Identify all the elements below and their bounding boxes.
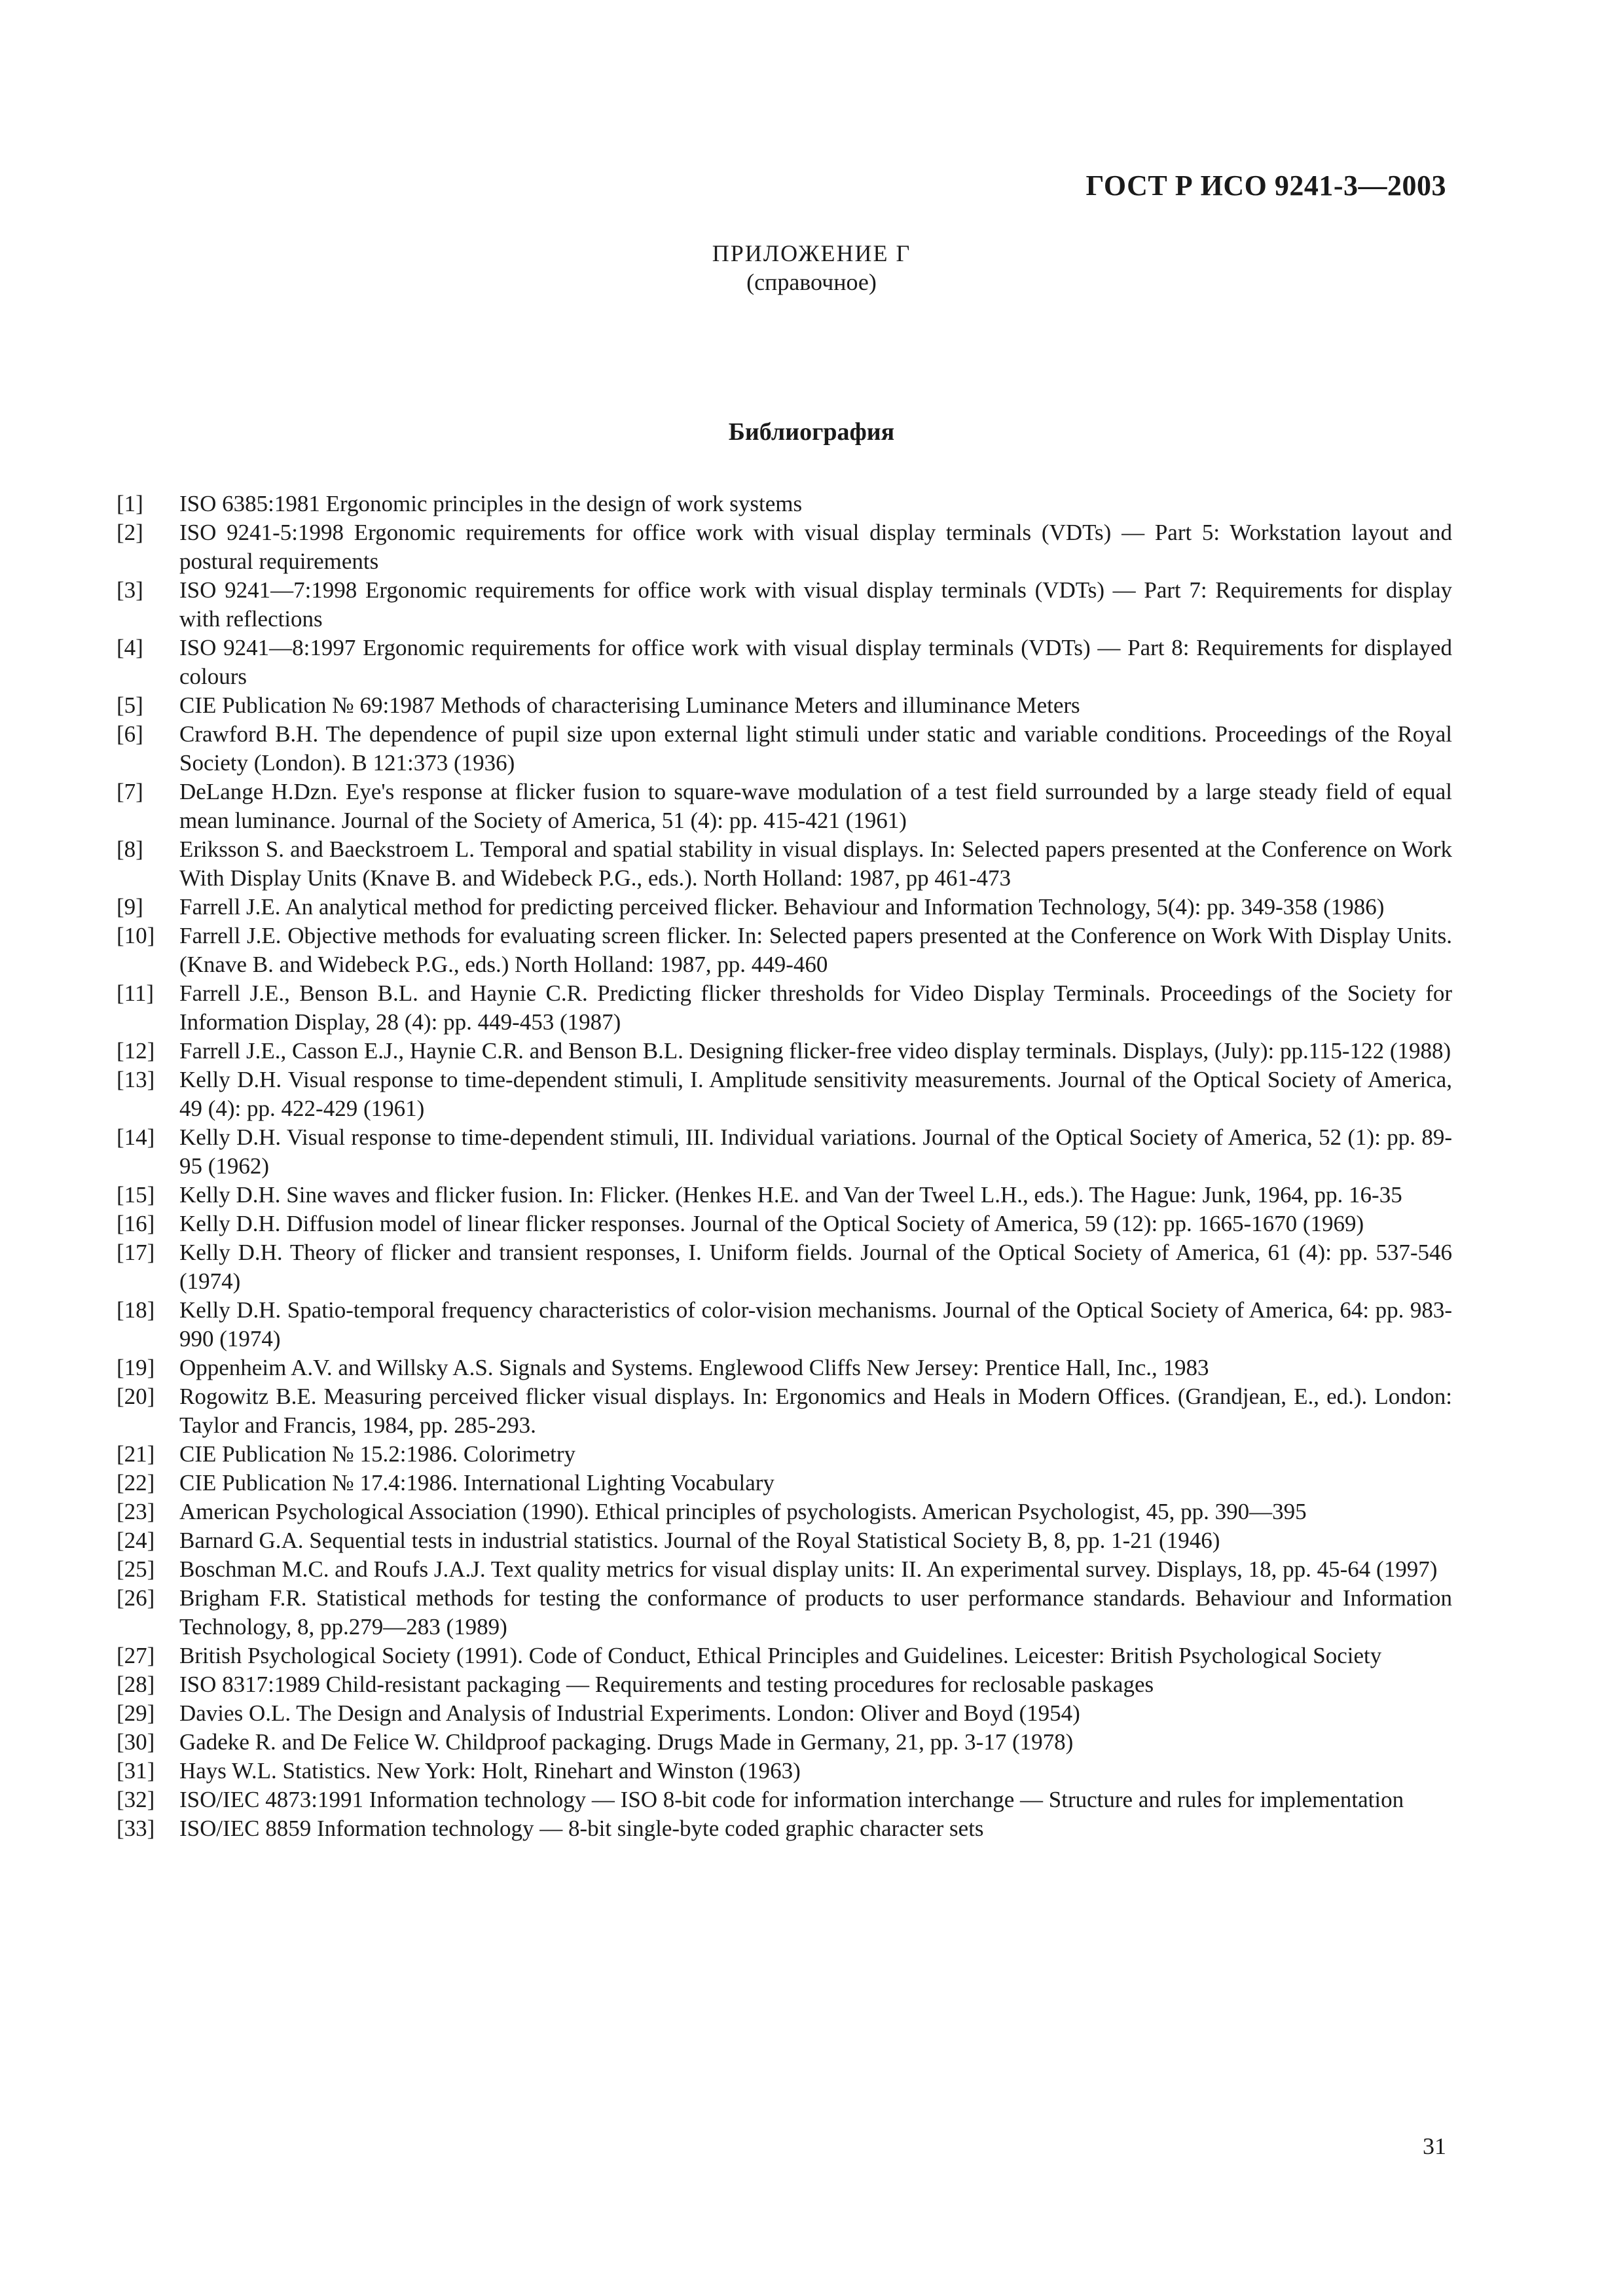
bibliography-item-text: ISO/IEC 8859 Information technology — 8-bit single-byte coded graphic character sets (179, 1816, 984, 1841)
bibliography-item-number: [23] (117, 1499, 155, 1524)
bibliography-item (117, 1699, 1452, 1728)
bibliography-item-number: [29] (117, 1700, 155, 1726)
bibliography-item-number: [6] (117, 721, 143, 747)
bibliography-item-text: ISO 6385:1981 Ergonomic principles in the design of work systems (179, 491, 803, 516)
bibliography-item (117, 1469, 1452, 1498)
bibliography-item-text: Farrell J.E. Objective methods for evaluating screen flicker. In: Selected papers presented at the Conference on Work With Display Units. (Knave B. and Widebeck P.G., eds.) North Holland: 1987, pp. 449-460 (179, 923, 1452, 977)
bibliography-item (117, 1123, 1452, 1181)
bibliography-item-text: Farrell J.E., Casson E.J., Haynie C.R. and Benson B.L. Designing flicker-free video display terminals. Displays, (July): pp.115-122 (1988) (179, 1038, 1451, 1064)
bibliography-item-text: Boschman M.C. and Roufs J.A.J. Text quality metrics for visual display units: II. An experimental survey. Displays, 18, pp. 45-64 (1997) (179, 1556, 1438, 1582)
bibliography-item-number: [32] (117, 1787, 155, 1812)
bibliography-item-number: [20] (117, 1384, 155, 1409)
bibliography-item-text: Kelly D.H. Sine waves and flicker fusion. In: Flicker. (Henkes H.E. and Van der Tweel L.H., eds.). The Hague: Junk, 1964, pp. 16-35 (179, 1182, 1402, 1208)
bibliography-item-text: Oppenheim A.V. and Willsky A.S. Signals and Systems. Englewood Cliffs New Jersey: Prentice Hall, Inc., 1983 (179, 1355, 1209, 1380)
bibliography-item-text: CIE Publication № 17.4:1986. International Lighting Vocabulary (179, 1470, 775, 1496)
bibliography-item-number: [33] (117, 1816, 155, 1841)
bibliography-item (117, 1238, 1452, 1296)
bibliography-item (117, 1354, 1452, 1382)
bibliography-list (117, 490, 1452, 1843)
bibliography-item-number: [1] (117, 491, 143, 516)
bibliography-item (117, 518, 1452, 576)
bibliography-item (117, 691, 1452, 720)
page-number: 31 (1423, 2133, 1446, 2159)
bibliography-item (117, 1210, 1452, 1238)
bibliography-item (117, 1066, 1452, 1123)
bibliography-item-number: [31] (117, 1758, 155, 1784)
bibliography-item (117, 1555, 1452, 1584)
bibliography-item (117, 1498, 1452, 1526)
bibliography-item-number: [15] (117, 1182, 155, 1208)
bibliography-item-number: [26] (117, 1585, 155, 1611)
bibliography-item-text: Eriksson S. and Baeckstroem L. Temporal and spatial stability in visual displays. In: Selected papers presented at the Conference on Work With Display Units (Knave B. and Widebeck P.G., eds.). North Holland: 1987, pp 461-473 (179, 836, 1452, 891)
bibliography-item (117, 1037, 1452, 1066)
bibliography-item-text: Barnard G.A. Sequential tests in industrial statistics. Journal of the Royal Statistical Society B, 8, pp. 1-21 (1946) (179, 1528, 1220, 1553)
bibliography-item-text: Kelly D.H. Visual response to time-dependent stimuli, I. Amplitude sensitivity measurements. Journal of the Optical Society of America, 49 (4): pp. 422-429 (1961) (179, 1067, 1452, 1121)
bibliography-item-text: ISO 9241-5:1998 Ergonomic requirements for office work with visual display terminals (VDTs) — Part 5: Workstation layout and postural requirements (179, 520, 1452, 574)
bibliography-item-text: DeLange H.Dzn. Eye's response at flicker fusion to square-wave modulation of a test field surrounded by a large steady field of equal mean luminance. Journal of the Society of America, 51 (4): pp. 415-421 (1961) (179, 779, 1452, 833)
bibliography-item (117, 1584, 1452, 1641)
bibliography-item-number: [9] (117, 894, 143, 920)
bibliography-item (117, 1181, 1452, 1210)
bibliography-item (117, 1382, 1452, 1440)
bibliography-item-text: CIE Publication № 15.2:1986. Colorimetry (179, 1441, 576, 1467)
bibliography-item-number: [2] (117, 520, 143, 545)
bibliography-item-number: [19] (117, 1355, 155, 1380)
bibliography-item-number: [16] (117, 1211, 155, 1236)
bibliography-item-text: Kelly D.H. Theory of flicker and transient responses, I. Uniform fields. Journal of the Optical Society of America, 61 (4): pp. 537-546 (1974) (179, 1240, 1452, 1294)
bibliography-item (117, 1757, 1452, 1785)
bibliography-item (117, 1670, 1452, 1699)
bibliography-item-text: Farrell J.E. An analytical method for predicting perceived flicker. Behaviour and Information Technology, 5(4): pp. 349-358 (1986) (179, 894, 1385, 920)
appendix-title: ПРИЛОЖЕНИЕ Г (712, 240, 911, 266)
bibliography-item-text: ISO 8317:1989 Child-resistant packaging — Requirements and testing procedures for reclosable paskages (179, 1672, 1154, 1697)
bibliography-item-number: [21] (117, 1441, 155, 1467)
bibliography-item-number: [8] (117, 836, 143, 862)
bibliography-item-number: [22] (117, 1470, 155, 1496)
bibliography-item (117, 1785, 1452, 1814)
bibliography-item-text: Kelly D.H. Diffusion model of linear flicker responses. Journal of the Optical Society of America, 59 (12): pp. 1665-1670 (1969) (179, 1211, 1364, 1236)
bibliography-item (117, 1814, 1452, 1843)
bibliography-item-number: [13] (117, 1067, 155, 1092)
bibliography-item-text: Rogowitz B.E. Measuring perceived flicker visual displays. In: Ergonomics and Heals in Modern Offices. (Grandjean, E., ed.). London: Taylor and Francis, 1984, pp. 285-293. (179, 1384, 1452, 1438)
bibliography-item-text: American Psychological Association (1990). Ethical principles of psychologists. American Psychologist, 45, pp. 390—395 (179, 1499, 1307, 1524)
bibliography-item-number: [12] (117, 1038, 155, 1064)
bibliography-item-number: [28] (117, 1672, 155, 1697)
bibliography-item-number: [25] (117, 1556, 155, 1582)
bibliography-item-text: Farrell J.E., Benson B.L. and Haynie C.R. Predicting flicker thresholds for Video Display Terminals. Proceedings of the Society for Information Display, 28 (4): pp. 449-453 (1987) (179, 980, 1452, 1035)
bibliography-item-text: CIE Publication № 69:1987 Methods of characterising Luminance Meters and illuminance Meters (179, 692, 1080, 718)
bibliography-item-number: [11] (117, 980, 155, 1006)
bibliography-item-number: [30] (117, 1729, 155, 1755)
bibliography-item-text: British Psychological Society (1991). Code of Conduct, Ethical Principles and Guidelines. Leicester: British Psychological Society (179, 1643, 1382, 1668)
bibliography-item (117, 720, 1452, 778)
bibliography-item-text: Kelly D.H. Spatio-temporal frequency characteristics of color-vision mechanisms. Journal of the Optical Society of America, 64: pp. 983-990 (1974) (179, 1297, 1452, 1352)
bibliography-heading: Библиография (728, 418, 895, 446)
bibliography-item-text: ISO 9241—7:1998 Ergonomic requirements for office work with visual display terminals (VDTs) — Part 7: Requirements for display with reflections (179, 577, 1452, 632)
bibliography-item (117, 1641, 1452, 1670)
bibliography-item-number: [24] (117, 1528, 155, 1553)
bibliography-item (117, 778, 1452, 835)
bibliography-item (117, 893, 1452, 922)
bibliography-item-number: [3] (117, 577, 143, 603)
appendix-subtitle: (справочное) (746, 269, 877, 295)
bibliography-item (117, 1440, 1452, 1469)
bibliography-item (117, 576, 1452, 634)
bibliography-item-number: [18] (117, 1297, 155, 1323)
bibliography-item-number: [17] (117, 1240, 155, 1265)
bibliography-item-text: ISO 9241—8:1997 Ergonomic requirements for office work with visual display terminals (VDTs) — Part 8: Requirements for displayed colours (179, 635, 1452, 689)
document-code: ГОСТ Р ИСО 9241-3—2003 (1085, 170, 1446, 202)
bibliography-item (117, 1296, 1452, 1354)
bibliography-item-number: [5] (117, 692, 143, 718)
bibliography-item (117, 1728, 1452, 1757)
appendix-heading (0, 239, 1623, 296)
bibliography-item-text: Gadeke R. and De Felice W. Childproof packaging. Drugs Made in Germany, 21, pp. 3-17 (1978) (179, 1729, 1074, 1755)
bibliography-item-number: [27] (117, 1643, 155, 1668)
bibliography-item (117, 1526, 1452, 1555)
bibliography-item-number: [4] (117, 635, 143, 660)
bibliography-item (117, 835, 1452, 893)
bibliography-item (117, 979, 1452, 1037)
bibliography-item-text: Davies O.L. The Design and Analysis of Industrial Experiments. London: Oliver and Boyd (1954) (179, 1700, 1080, 1726)
bibliography-item-text: ISO/IEC 4873:1991 Information technology — ISO 8-bit code for information interchange — Structure and rules for implementation (179, 1787, 1404, 1812)
bibliography-item-number: [14] (117, 1124, 155, 1150)
bibliography-item-number: [10] (117, 923, 155, 948)
bibliography-item (117, 634, 1452, 691)
bibliography-item-number: [7] (117, 779, 143, 804)
bibliography-item-text: Kelly D.H. Visual response to time-dependent stimuli, III. Individual variations. Journal of the Optical Society of America, 52 (1): pp. 89-95 (1962) (179, 1124, 1452, 1179)
bibliography-item (117, 490, 1452, 518)
bibliography-item (117, 922, 1452, 979)
bibliography-item-text: Hays W.L. Statistics. New York: Holt, Rinehart and Winston (1963) (179, 1758, 801, 1784)
bibliography-item-text: Crawford B.H. The dependence of pupil size upon external light stimuli under static and variable conditions. Proceedings of the Royal Society (London). B 121:373 (1936) (179, 721, 1452, 776)
bibliography-item-text: Brigham F.R. Statistical methods for testing the conformance of products to user performance standards. Behaviour and Information Technology, 8, pp.279—283 (1989) (179, 1585, 1452, 1640)
